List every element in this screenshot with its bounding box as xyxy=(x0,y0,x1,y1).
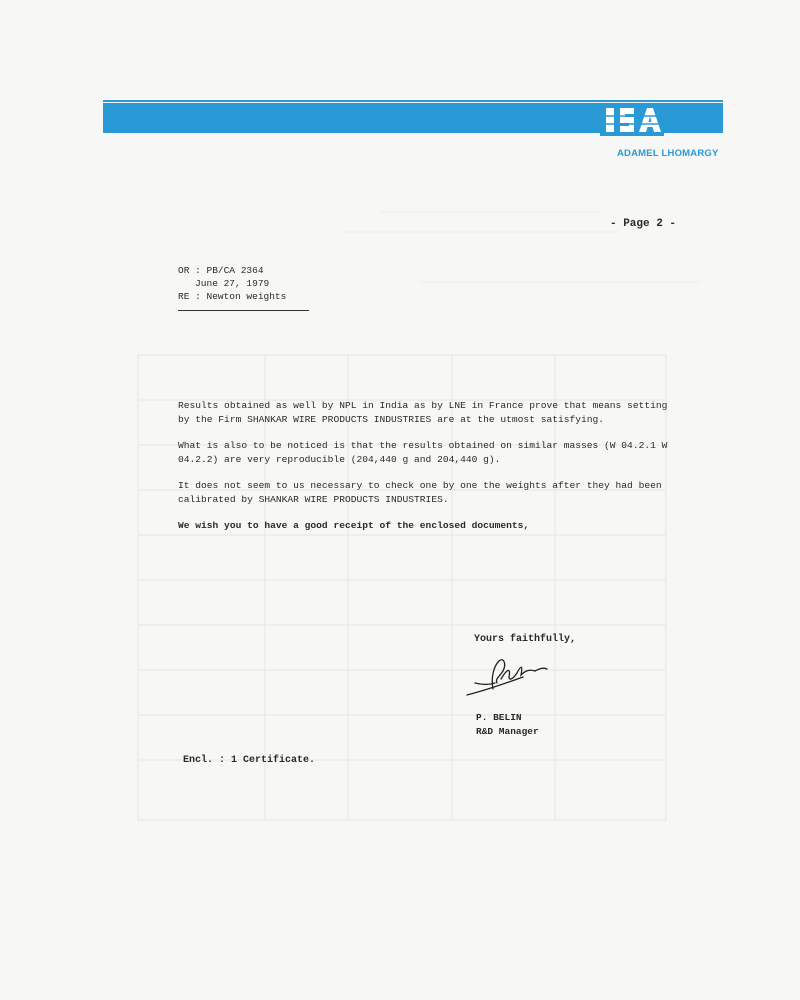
handwritten-signature xyxy=(463,655,553,701)
body-paragraph-1: Results obtained as well by NPL in India as by LNE in France prove that means setting by the Firm SHANKAR WIRE PRODUCTS INDUSTRIES are at the utmost satisfying. xyxy=(178,400,668,425)
reference-underline xyxy=(178,310,309,311)
enclosure-note: Encl. : 1 Certificate. xyxy=(183,755,316,766)
our-reference: OR : PB/CA 2364 xyxy=(178,265,264,276)
page-number: - Page 2 - xyxy=(610,218,677,230)
body-paragraph-2: What is also to be noticed is that the results obtained on similar masses (W 04.2.1 W 04.2.2) are very reproducible (204,440 g and 204,440 g). xyxy=(178,440,668,465)
company-name: ADAMEL LHOMARGY xyxy=(617,148,719,159)
body-paragraph-4: We wish you to have a good receipt of the enclosed documents, xyxy=(178,520,530,531)
closing-salutation: Yours faithfully, xyxy=(474,634,577,645)
signer-title: R&D Manager xyxy=(476,726,539,737)
reference-block xyxy=(178,264,286,303)
body-paragraph-3: It does not seem to us necessary to check one by one the weights after they had been calibrated by SHANKAR WIRE PRODUCTS INDUSTRIES. xyxy=(178,480,662,505)
letter-body xyxy=(178,399,678,546)
signer-name: P. BELIN xyxy=(476,712,522,723)
signer-block xyxy=(476,711,539,739)
letter-date: June 27, 1979 xyxy=(178,278,270,289)
subject-line: RE : Newton weights xyxy=(178,291,287,302)
isa-logo xyxy=(598,98,666,142)
